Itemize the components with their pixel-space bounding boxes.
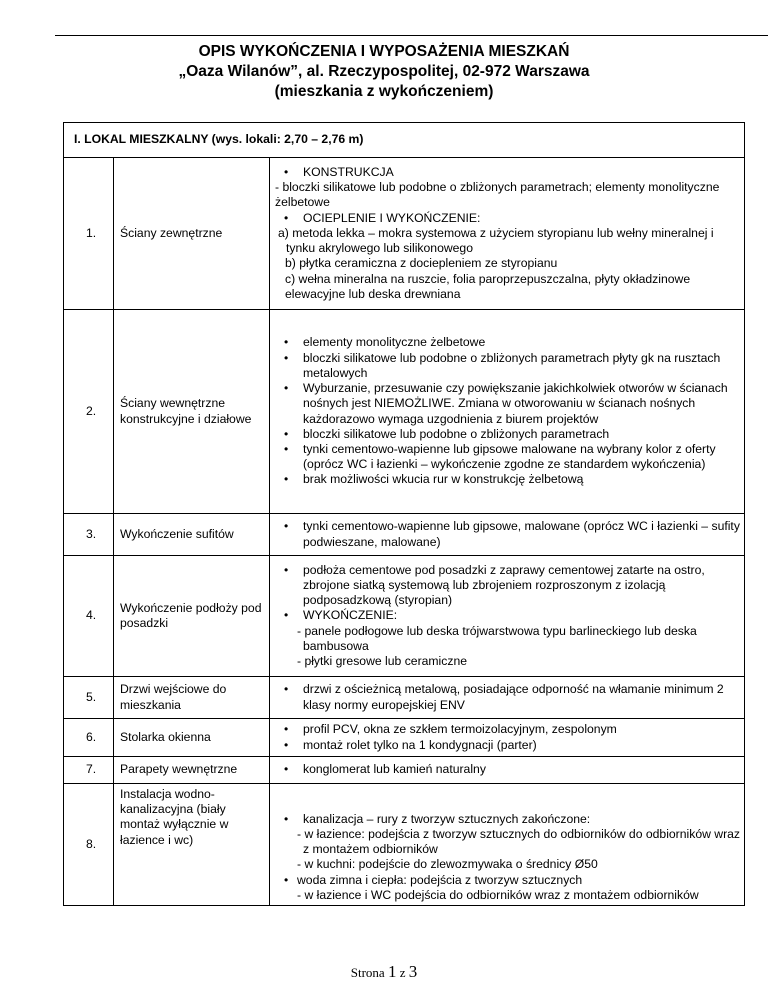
row-element-name: Parapety wewnętrzne — [114, 757, 270, 784]
row-description — [270, 719, 745, 757]
table-row — [64, 784, 745, 906]
row-number: 6. — [64, 719, 114, 757]
list-item: • tynki cementowo-wapienne lub gipsowe, malowane (oprócz WC i łazienki – sufity podwieszane, malowane) — [275, 519, 740, 549]
list-item: • OCIEPLENIE I WYKOŃCZENIE: — [275, 211, 740, 226]
footer-prefix: Strona — [350, 965, 385, 980]
row-element-name: Ściany zewnętrzne — [114, 158, 270, 310]
specification-table — [63, 122, 745, 906]
row-element-name: Wykończenie sufitów — [114, 514, 270, 556]
list-item: • profil PCV, okna ze szkłem termoizolacyjnym, zespolonym — [275, 722, 740, 737]
row-element-name: Ściany wewnętrzne konstrukcyjne i działowe — [114, 310, 270, 514]
row-number: 3. — [64, 514, 114, 556]
row-number: 2. — [64, 310, 114, 514]
table-row — [64, 757, 745, 784]
list-item: • bloczki silikatowe lub podobne o zbliżonych parametrach — [275, 427, 740, 442]
list-item: - w kuchni: podejście do zlewozmywaka o średnicy Ø50 — [297, 857, 598, 872]
page-footer — [0, 962, 768, 982]
list-item: - w łazience i WC podejścia do odbiorników wraz z montażem odbiorników — [297, 887, 699, 902]
row-description — [270, 784, 745, 906]
row-number: 7. — [64, 757, 114, 784]
row-number: 5. — [64, 677, 114, 719]
list-item: • tynki cementowo-wapienne lub gipsowe malowane na wybrany kolor z oferty (oprócz WC i łazienki – wykończenie zgodne ze standardem wykończenia) — [275, 442, 740, 472]
top-rule — [55, 35, 768, 36]
list-item: • KONSTRUKCJA — [275, 165, 740, 180]
list-item: - w łazience: podejścia z tworzyw sztucznych do odbiorników do odbiorników wraz z montażem odbiorników — [297, 826, 741, 857]
title-line-1: OPIS WYKOŃCZENIA I WYPOSAŻENIA MIESZKAŃ — [198, 43, 570, 60]
table-row — [64, 310, 745, 514]
row-element-name: Drzwi wejściowe do mieszkania — [114, 677, 270, 719]
footer-page-number: 1 — [387, 962, 397, 981]
list-item: • WYKOŃCZENIE: — [275, 608, 740, 623]
list-item: • brak możliwości wkucia rur w konstrukcję żelbetową — [275, 472, 740, 487]
list-item: - panele podłogowe lub deska trójwarstwowa typu barlineckiego lub deska bambusowa — [297, 623, 697, 653]
section-header-row — [64, 123, 745, 158]
list-item: b) płytka ceramiczna z dociepleniem ze styropianu — [285, 256, 558, 271]
list-item: - płytki gresowe lub ceramiczne — [297, 654, 468, 668]
row-element-name: Stolarka okienna — [114, 719, 270, 757]
list-item: • drzwi z ościeżnicą metalową, posiadające odporność na włamanie minimum 2 klasy normy europejskiej ENV — [275, 682, 740, 712]
row-number: 1. — [64, 158, 114, 310]
list-item: • Wyburzanie, przesuwanie czy powiększanie jakichkolwiek otworów w ścianach nośnych jest NIEMOŻLIWE. Zmiana w otworowaniu w ścianach nośnych każdorazowo wymaga uzgodnienia z biurem projektów — [275, 381, 740, 427]
row-description — [270, 158, 745, 310]
list-item: - bloczki silikatowe lub podobne o zbliżonych parametrach; elementy monolityczne żelbetowe — [275, 180, 720, 210]
list-item: • podłoża cementowe pod posadzki z zaprawy cementowej zatarte na ostro, zbrojone siatką systemową lub zbrojeniem rozproszonym z izolacją podposadzkową (styropian) — [275, 563, 740, 609]
footer-separator: z — [399, 965, 406, 980]
row-description — [270, 556, 745, 677]
list-item: • woda zimna i ciepła: podejścia z tworzyw sztucznych — [275, 873, 740, 888]
table-row — [64, 158, 745, 310]
list-item: • bloczki silikatowe lub podobne o zbliżonych parametrach płyty gk na rusztach metalowych — [275, 351, 740, 381]
row-number: 4. — [64, 556, 114, 677]
section-title: I. LOKAL MIESZKALNY (wys. lokali: 2,70 – 2,76 m) — [64, 123, 745, 158]
row-description — [270, 677, 745, 719]
row-element-name: Instalacja wodno-kanalizacyjna (biały montaż wyłącznie w łazience i wc) — [114, 784, 270, 906]
row-description — [270, 757, 745, 784]
row-description — [270, 310, 745, 514]
table-row — [64, 677, 745, 719]
table-row — [64, 556, 745, 677]
title-line-3: (mieszkania z wykończeniem) — [274, 83, 494, 100]
row-description — [270, 514, 745, 556]
list-item: • elementy monolityczne żelbetowe — [275, 335, 740, 350]
title-line-2: „Oaza Wilanów”, al. Rzeczypospolitej, 02-972 Warszawa — [178, 63, 590, 80]
list-item: a) metoda lekka – mokra systemowa z użyciem styropianu lub wełny mineralnej i tynku akrylowego lub silikonowego — [278, 225, 714, 256]
row-element-name: Wykończenie podłoży pod posadzki — [114, 556, 270, 677]
table-row — [64, 719, 745, 757]
row-number: 8. — [64, 784, 114, 906]
list-item: • kanalizacja – rury z tworzyw sztucznych zakończone: — [275, 812, 740, 827]
list-item: • konglomerat lub kamień naturalny — [275, 762, 740, 777]
footer-page-total: 3 — [408, 962, 418, 981]
document-header — [0, 42, 768, 102]
list-item: c) wełna mineralna na ruszcie, folia paroprzepuszczalna, płyty okładzinowe elewacyjne lub deska drewniana — [285, 271, 691, 301]
table-row — [64, 514, 745, 556]
list-item: • montaż rolet tylko na 1 kondygnacji (parter) — [275, 738, 740, 753]
